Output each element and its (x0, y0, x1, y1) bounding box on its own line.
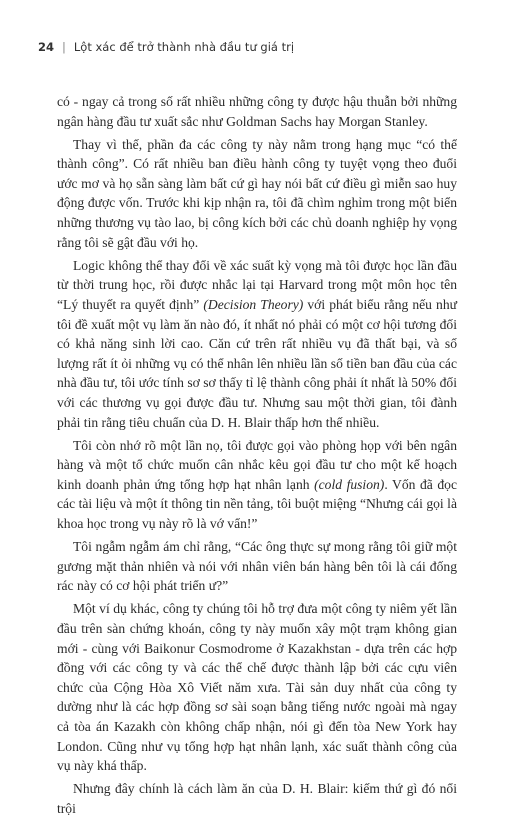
paragraph-6: Một ví dụ khác, công ty chúng tôi hỗ trợ đưa một công ty niêm yết lần đầu trên sàn chứng khoán, công ty này muốn xây một trạm không gian mới - cùng với Baikonur Cosmodrome ở Kazakhstan - dựa trên các hợp đồng với các công ty và các thể chế được thành lập bởi các cựu viên chức của Cộng Hòa Xô Viết năm xưa. Tài sản duy nhất của công ty dường như là các hợp đồng sơ sài soạn bằng tiếng nước ngoài mà ngay cả tòa án Kazakh còn không chấp nhận, nói gì đến tòa New York hay London. Cũng như vụ tổng hợp hạt nhân lạnh, xác suất thành công của vụ này khá thấp. (57, 601, 457, 774)
running-header (38, 40, 294, 54)
body-text (57, 92, 457, 818)
paragraph-4 (57, 436, 457, 534)
header-separator: | (62, 40, 66, 54)
paragraph-1: có - ngay cả trong số rất nhiều những công ty được hậu thuẫn bởi những ngân hàng đầu tư xuất sắc như Goldman Sachs hay Morgan Stanley. (57, 94, 457, 129)
paragraph-3 (57, 256, 457, 432)
paragraph-7: Nhưng đây chính là cách làm ăn của D. H. Blair: kiếm thứ gì đó nổi trội (57, 781, 457, 816)
paragraph-3-text-a: Logic không thể thay đổi về xác suất kỳ vọng mà tôi được học lần đầu từ thời trung học, rồi được nhắc lại tại Harvard trong một môn học tên “Lý thuyết ra quyết định” (57, 257, 457, 312)
paragraph-2: Thay vì thế, phần đa các công ty này nằm trong hạng mục “có thể thành công”. Có rất nhiều ban điều hành công ty tuyệt vọng theo đuổi ước mơ và họ sẵn sàng làm bất cứ gì hay nói bất cứ điều gì miễn sao huy động được vốn. Trước khi kịp nhận ra, tôi đã chìm nghỉm trong một biển những thương vụ tào lao, bị công kích bởi các chủ doanh nghiệp hy vọng rằng tôi sẽ gật đầu với họ. (57, 136, 457, 250)
term-decision-theory: (Decision Theory) (203, 296, 304, 312)
running-title: Lột xác để trở thành nhà đầu tư giá trị (73, 40, 295, 54)
term-cold-fusion: (cold fusion) (314, 476, 385, 492)
page-number: 24 (38, 40, 55, 54)
paragraph-5: Tôi ngẫm ngẫm ám chỉ rằng, “Các ông thực sự mong rằng tôi giữ một gương mặt thản nhiên và nói với nhân viên bán hàng bên tôi là cái đống rác này có cơ hội phát triển ư?” (57, 539, 457, 594)
paragraph-4-text-b: . Vốn đã đọc các tài liệu và một ít thông tin nền tảng, tôi buột miệng “Nhưng cái gọi là khoa học trong vụ này rõ là vớ vẩn!” (57, 476, 458, 531)
paragraph-4-text-a: Tôi còn nhớ rõ một lần nọ, tôi được gọi vào phòng họp với bên ngân hàng và một tổ chức muốn cân nhắc kêu gọi đầu tư cho một kế hoạch kinh doanh phản ứng tổng hợp hạt nhân lạnh (57, 437, 457, 492)
paragraph-3-text-b: với phát biểu rằng nếu như tôi đề xuất một vụ làm ăn nào đó, ít nhất nó phải có một cơ hội tương đối có khả năng sinh lời cao. Căn cứ trên rất nhiều vụ đã thất bại, và số lượng rất ít ỏi những vụ có thể nhân lên nhiều lần số tiền ban đầu của các nhà đầu tư, tôi ước tính sơ sơ thấy tỉ lệ thành công phải ít nhất là 50% đối với các thương vụ gọi được đầu tư. Nhưng sau một thời gian, tôi đành phải tin rằng tiêu chuẩn của D. H. Blair thấp hơn thế nhiều. (57, 296, 457, 430)
